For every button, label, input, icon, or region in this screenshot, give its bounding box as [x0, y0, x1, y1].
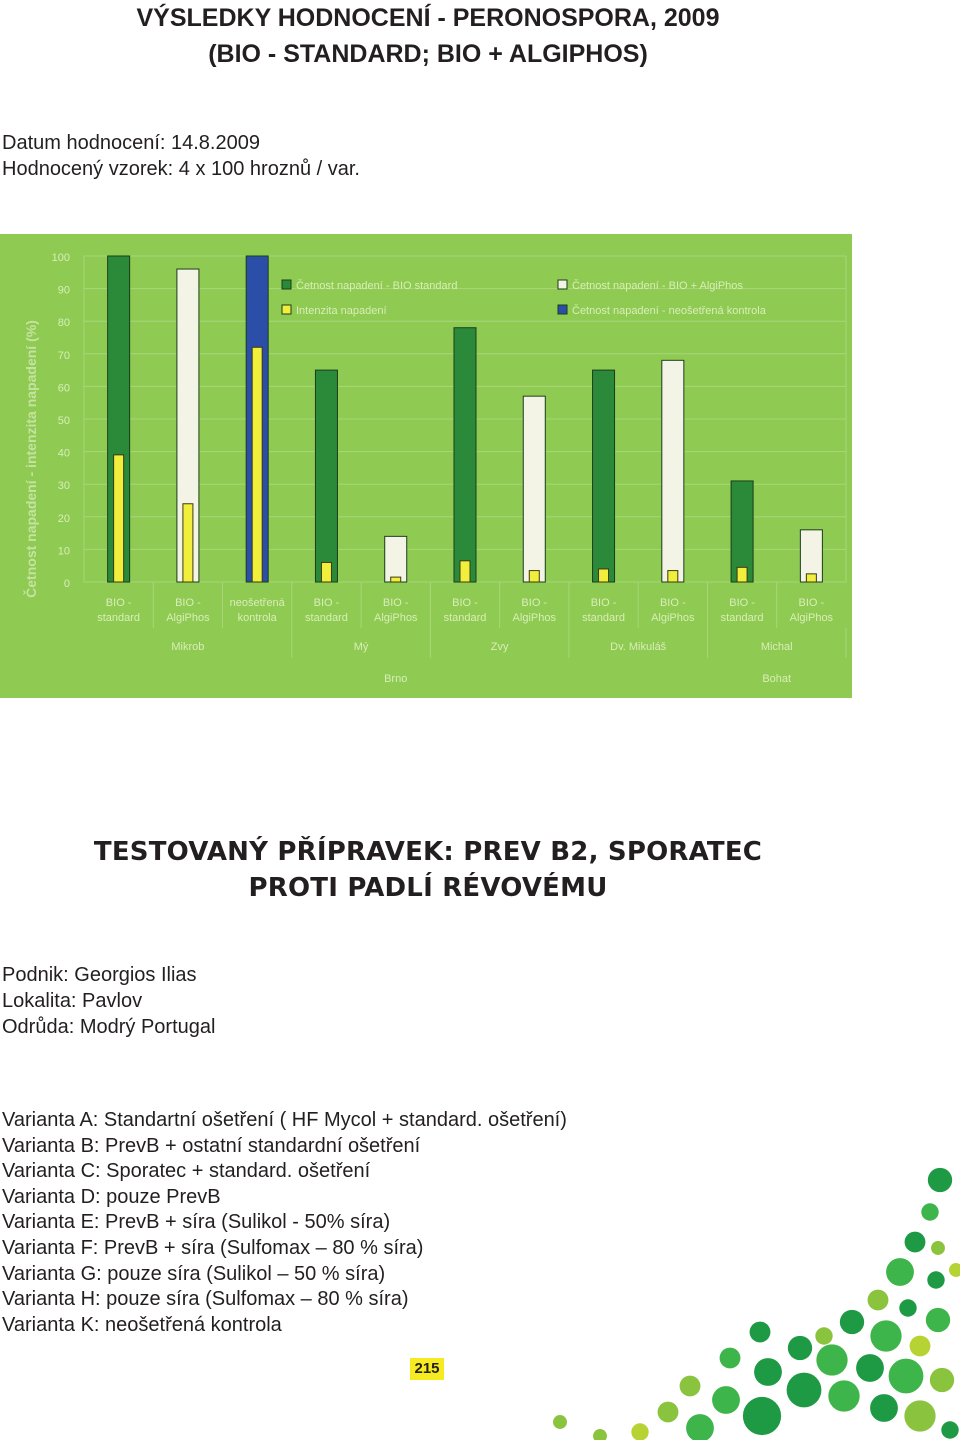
decorative-dot: [816, 1344, 847, 1375]
location-label: Zvy: [490, 641, 509, 653]
legend-swatch: [558, 305, 567, 314]
company-label: Podnik: Georgios Ilias: [2, 964, 197, 986]
y-tick-label: 70: [57, 349, 70, 362]
main-title-line2: (BIO - STANDARD; BIO + ALGIPHOS): [208, 40, 648, 68]
decorative-dot: [927, 1271, 944, 1288]
decorative-dot: [680, 1376, 701, 1397]
decorative-dot: [886, 1258, 914, 1286]
section-title: [0, 834, 856, 906]
category-label: kontrola: [237, 612, 277, 624]
decorative-dot: [686, 1414, 714, 1440]
legend-label: Četnost napadení - BIO + AlgiPhos: [572, 280, 743, 292]
y-axis-label: Četnost napadení - intenzita napadení (%): [23, 320, 39, 598]
decorative-dot: [631, 1423, 648, 1440]
variant-g: Varianta G: pouze síra (Sulikol – 50 % síra): [2, 1262, 386, 1285]
decorative-dot: [750, 1322, 771, 1343]
bar-intensity: [114, 455, 124, 582]
category-label: BIO -: [659, 597, 686, 609]
bar-intensity: [391, 577, 401, 582]
variant-f: Varianta F: PrevB + síra (Sulfomax – 80 % síra): [2, 1236, 424, 1259]
legend-label: Četnost napadení - BIO standard: [296, 280, 458, 292]
category-label: standard: [97, 612, 141, 624]
variant-d: Varianta D: pouze PrevB: [2, 1185, 221, 1208]
y-tick-label: 0: [63, 578, 70, 590]
variant-b: Varianta B: PrevB + ostatní standardní ošetření: [2, 1134, 421, 1157]
decorative-dot: [949, 1263, 960, 1277]
legend-label: Četnost napadení - neošetřená kontrola: [572, 305, 766, 317]
decorative-dot: [889, 1359, 924, 1394]
decorative-dot: [840, 1310, 864, 1334]
bar-frequency: [315, 370, 337, 582]
decorative-dot: [930, 1368, 954, 1392]
bar-frequency: [593, 370, 615, 582]
y-tick-label: 50: [57, 415, 70, 427]
decorative-dot: [788, 1336, 812, 1360]
category-label: standard: [720, 612, 764, 624]
location-label: Mikrob: [171, 641, 205, 653]
decorative-dot: [904, 1400, 935, 1431]
variant-k: Varianta K: neošetřená kontrola: [2, 1313, 282, 1336]
decorative-dot: [712, 1386, 740, 1414]
variant-h: Varianta H: pouze síra (Sulfomax – 80 % síra): [2, 1288, 409, 1311]
category-label: BIO -: [175, 597, 201, 609]
locality-label: Lokalita: Pavlov: [2, 990, 143, 1012]
legend-swatch: [558, 280, 567, 289]
y-tick-label: 30: [57, 480, 70, 493]
evaluation-meta: [2, 130, 360, 182]
variant-e: Varianta E: PrevB + síra (Sulikol - 50% síra): [2, 1211, 391, 1234]
y-tick-label: 20: [57, 512, 70, 525]
category-label: AlgiPhos: [374, 612, 418, 624]
category-label: standard: [305, 612, 348, 624]
legend-label: Intenzita napadení: [296, 305, 387, 317]
decorative-dot: [754, 1358, 782, 1386]
decorative-dot: [658, 1402, 679, 1423]
variant-a: Varianta A: Standartní ošetření ( HF Mycol + standard. ošetření): [2, 1109, 567, 1131]
variant-c: Varianta C: Sporatec + standard. ošetření: [2, 1160, 371, 1183]
y-tick-label: 40: [57, 447, 70, 460]
bar-frequency: [385, 536, 407, 582]
legend-swatch: [282, 305, 291, 314]
category-label: AlgiPhos: [651, 612, 695, 624]
bar-intensity: [529, 571, 539, 582]
category-label: BIO -: [729, 597, 755, 609]
category-label: BIO -: [590, 597, 617, 609]
location-label: Dv. Mikuláš: [610, 641, 667, 653]
region-label: Brno: [384, 673, 408, 685]
decorative-dot: [787, 1373, 822, 1408]
decorative-dot: [870, 1320, 901, 1351]
decorative-dot: [926, 1308, 950, 1332]
category-label: BIO -: [382, 597, 409, 609]
bar-chart: [0, 234, 852, 698]
region-label: Bohat: [762, 673, 792, 685]
evaluation-date: Datum hodnocení: 14.8.2009: [2, 132, 260, 154]
bar-intensity: [599, 569, 609, 582]
legend-swatch: [282, 280, 291, 289]
category-label: AlgiPhos: [512, 612, 556, 624]
y-tick-label: 80: [57, 317, 70, 330]
category-label: BIO -: [313, 597, 340, 609]
bar-intensity: [737, 567, 747, 582]
location-label: Michal: [760, 641, 793, 653]
bar-intensity: [183, 504, 193, 582]
y-tick-label: 90: [57, 284, 70, 297]
y-tick-label: 10: [57, 545, 70, 558]
location-label: Mý: [353, 641, 369, 653]
variety-label: Odrůda: Modrý Portugal: [2, 1016, 216, 1038]
main-title: [0, 0, 856, 72]
decorative-dot: [921, 1203, 938, 1220]
decorative-dot: [553, 1415, 567, 1429]
decorative-dot: [870, 1394, 898, 1422]
category-label: BIO -: [798, 597, 825, 609]
decorative-dot: [743, 1397, 781, 1435]
category-label: standard: [443, 612, 487, 624]
category-label: BIO -: [105, 597, 132, 609]
category-label: BIO -: [521, 597, 548, 609]
bar-intensity: [806, 574, 816, 582]
bar-frequency: [454, 328, 476, 582]
category-label: AlgiPhos: [789, 612, 834, 624]
y-tick-label: 60: [57, 382, 70, 395]
category-label: standard: [582, 612, 625, 624]
decorative-dot: [910, 1336, 931, 1357]
bar-intensity: [252, 347, 262, 582]
bar-intensity: [668, 571, 678, 582]
decorative-dot: [720, 1348, 741, 1369]
trial-info: [2, 962, 215, 1040]
bar-intensity: [321, 562, 331, 582]
chart-container: [0, 234, 852, 698]
bar-intensity: [460, 561, 470, 582]
decorative-dot: [899, 1299, 916, 1316]
main-title-line1: VÝSLEDKY HODNOCENÍ - PERONOSPORA, 2009: [136, 4, 720, 32]
category-label: AlgiPhos: [166, 612, 210, 624]
decorative-dot: [593, 1429, 607, 1440]
category-label: BIO -: [452, 597, 478, 609]
decorative-dot: [928, 1168, 952, 1192]
decorative-dot: [905, 1232, 926, 1253]
evaluated-sample: Hodnocený vzorek: 4 x 100 hroznů / var.: [2, 158, 360, 180]
decorative-dot: [815, 1327, 832, 1344]
bar-frequency: [662, 360, 684, 582]
decorative-dot: [856, 1354, 884, 1382]
y-tick-label: 100: [51, 252, 70, 264]
section-title-line2: PROTI PADLÍ RÉVOVÉMU: [248, 873, 608, 903]
page-number: 215: [410, 1358, 444, 1380]
section-title-line1: TESTOVANÝ PŘÍPRAVEK: PREV B2, SPORATEC: [93, 837, 763, 867]
decorative-dots-pattern: [460, 1150, 960, 1440]
bar-frequency: [523, 396, 545, 582]
decorative-dot: [828, 1380, 859, 1411]
decorative-dot: [941, 1421, 958, 1438]
decorative-dot: [931, 1241, 945, 1255]
decorative-dot: [868, 1290, 889, 1311]
category-label: neošetřená: [229, 597, 285, 609]
